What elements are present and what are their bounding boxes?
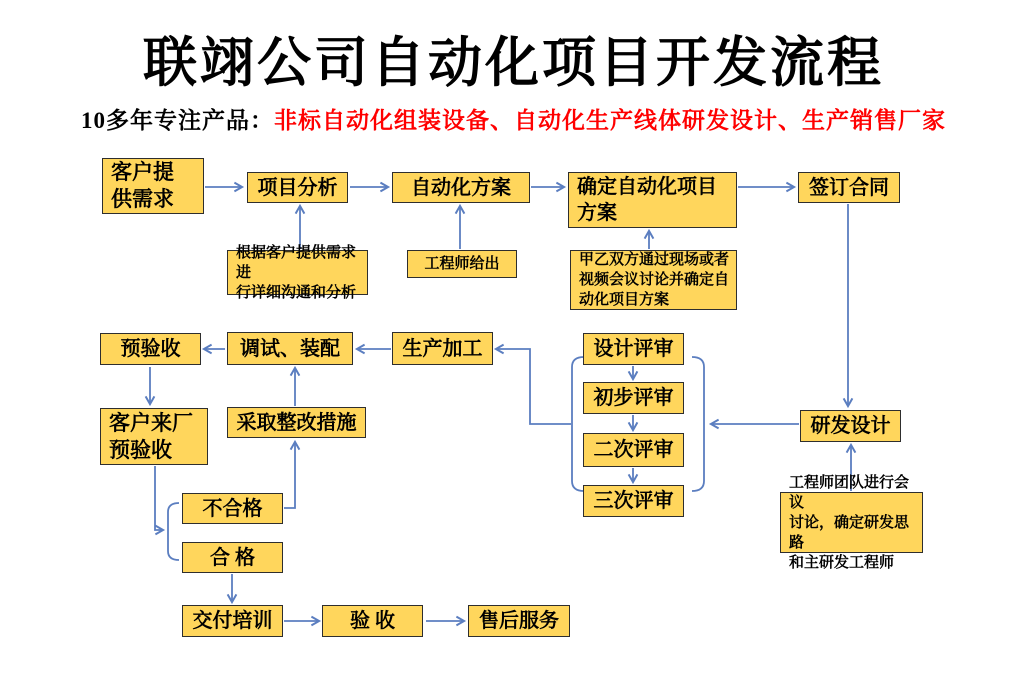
node-second-review: 二次评审 (583, 433, 684, 467)
note-team: 工程师团队进行会议 讨论，确定研发思路 和主研发工程师 (780, 492, 923, 553)
node-production: 生产加工 (392, 332, 493, 365)
node-preliminary-review: 初步评审 (583, 382, 684, 414)
bracket-result (168, 503, 179, 560)
note-engineer: 工程师给出 (407, 250, 517, 278)
node-third-review: 三次评审 (583, 485, 684, 517)
subtitle-prefix: 10多年专注产品： (81, 108, 274, 133)
node-customer-visit: 客户来厂 预验收 (100, 408, 208, 465)
page-title: 联翊公司自动化项目开发流程 (143, 33, 884, 93)
node-confirm-plan: 确定自动化项目 方案 (568, 172, 737, 228)
node-delivery-training: 交付培训 (182, 605, 283, 637)
node-pre-acceptance: 预验收 (100, 333, 201, 365)
arrow-reviews-to-production (497, 349, 571, 424)
node-rd-design: 研发设计 (800, 410, 901, 442)
node-debug-assembly: 调试、装配 (227, 332, 353, 365)
node-sign-contract: 签订合同 (798, 172, 900, 203)
bracket-reviews-right (692, 357, 704, 491)
node-corrective-measures: 采取整改措施 (227, 407, 366, 438)
node-automation-plan: 自动化方案 (392, 172, 530, 203)
node-acceptance: 验 收 (322, 605, 423, 637)
note-bilateral: 甲乙双方通过现场或者 视频会议讨论并确定自 动化项目方案 (570, 250, 737, 310)
arrow-unqualified-to-fix (284, 443, 295, 508)
node-unqualified: 不合格 (182, 493, 283, 524)
bracket-reviews-left (572, 357, 584, 491)
node-qualified: 合 格 (182, 542, 283, 573)
node-design-review: 设计评审 (583, 333, 684, 365)
arrow-visit-to-result (155, 466, 162, 530)
node-customer-needs: 客户提 供需求 (102, 158, 204, 214)
page-subtitle (0, 102, 1027, 135)
subtitle-highlight: 非标自动化组装设备、自动化生产线体研发设计、生产销售厂家 (274, 108, 946, 133)
node-project-analysis: 项目分析 (247, 172, 348, 203)
node-after-sales: 售后服务 (468, 605, 570, 637)
note-analysis: 根据客户提供需求进 行详细沟通和分析 (227, 250, 368, 295)
